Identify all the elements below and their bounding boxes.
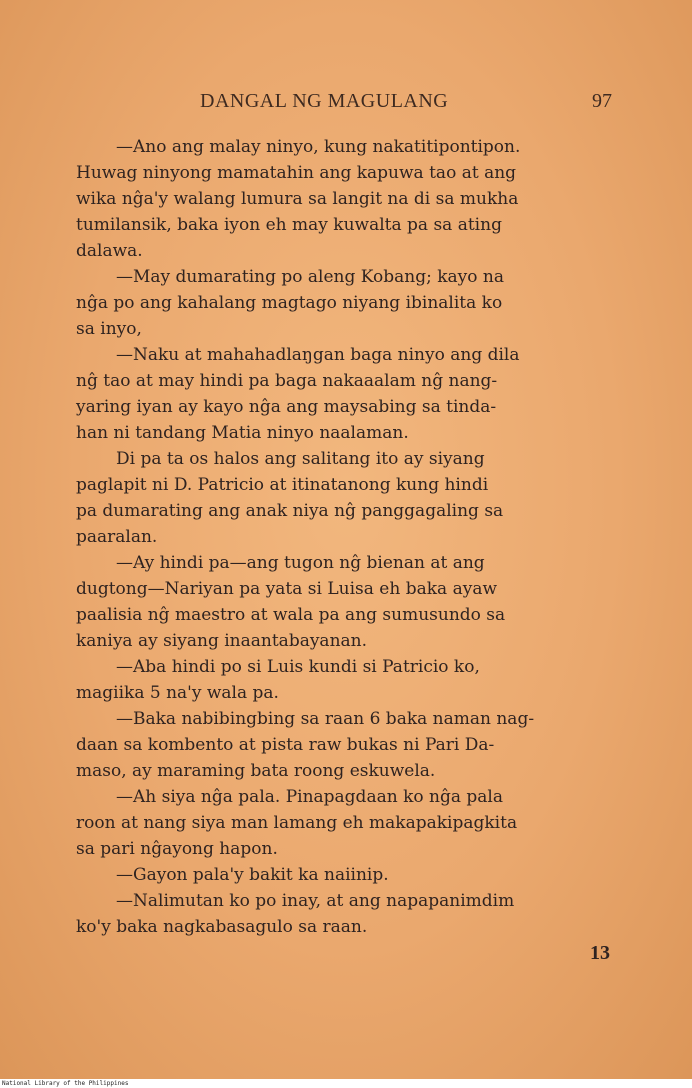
text-line: —Ay hindi pa—ang tugon nĝ bienan at ang [116,553,485,573]
text-line: —Naku at mahahadlaŋgan baga ninyo ang dila [116,345,520,365]
text-line: —Baka nabibingbing sa raan 6 baka naman nag- [116,709,535,729]
footer-strip [0,1079,692,1088]
body-text [76,134,614,940]
text-line: nĝ tao at may hindi pa baga nakaaalam nĝ nang- [76,371,498,391]
text-line: Di pa ta os halos ang salitang ito ay siyang [116,449,485,469]
text-line: —Nalimutan ko po inay, at ang napapanimdim [116,891,515,911]
text-line: paaralan. [76,527,158,547]
text-line: maso, ay maraming bata roong eskuwela. [76,761,436,781]
library-credit: National Library of the Philippines [2,1080,129,1087]
text-line: —Ah siya nĝa pala. Pinapagdaan ko nĝa pala [116,787,503,807]
text-line: daan sa kombento at pista raw bukas ni Pari Da- [76,735,495,755]
text-line: sa pari nĝayong hapon. [76,839,278,859]
text-line: sa inyo, [76,319,142,339]
text-line: —Ano ang malay ninyo, kung nakatitipontipon. [116,137,521,157]
text-line: roon at nang siya man lamang eh makapakipagkita [76,813,518,833]
running-title: DANGAL NG MAGULANG [200,90,449,112]
text-line: paalisia nĝ maestro at wala pa ang sumusundo sa [76,605,506,625]
page-number: 97 [592,90,612,112]
text-line: —Gayon pala'y bakit ka naiinip. [116,865,389,885]
text-line: paglapit ni D. Patricio at itinatanong kung hindi [76,475,489,495]
text-line: magiika 5 na'y wala pa. [76,683,279,703]
text-line: —Aba hindi po si Luis kundi si Patricio ko, [116,657,480,677]
text-line: kaniya ay siyang inaantabayanan. [76,631,368,651]
text-line: wika nĝa'y walang lumura sa langit na di sa mukha [76,189,519,209]
text-line: tumilansik, baka iyon eh may kuwalta pa sa ating [76,215,502,235]
text-line: Huwag ninyong mamatahin ang kapuwa tao at ang [76,163,517,183]
text-line: —May dumarating po aleng Kobang; kayo na [116,267,505,287]
text-line: yaring iyan ay kayo nĝa ang maysabing sa tinda- [76,397,497,417]
text-line: pa dumarating ang anak niya nĝ panggagaling sa [76,501,504,521]
text-line: ko'y baka nagkabasagulo sa raan. [76,917,368,937]
text-line: nĝa po ang kahalang magtago niyang ibinalita ko [76,293,503,313]
text-line: dugtong—Nariyan pa yata si Luisa eh baka ayaw [76,579,498,599]
text-line: han ni tandang Matia ninyo naalaman. [76,423,409,443]
page-header [0,88,692,118]
signature-mark: 13 [590,942,610,964]
text-line: dalawa. [76,241,143,261]
